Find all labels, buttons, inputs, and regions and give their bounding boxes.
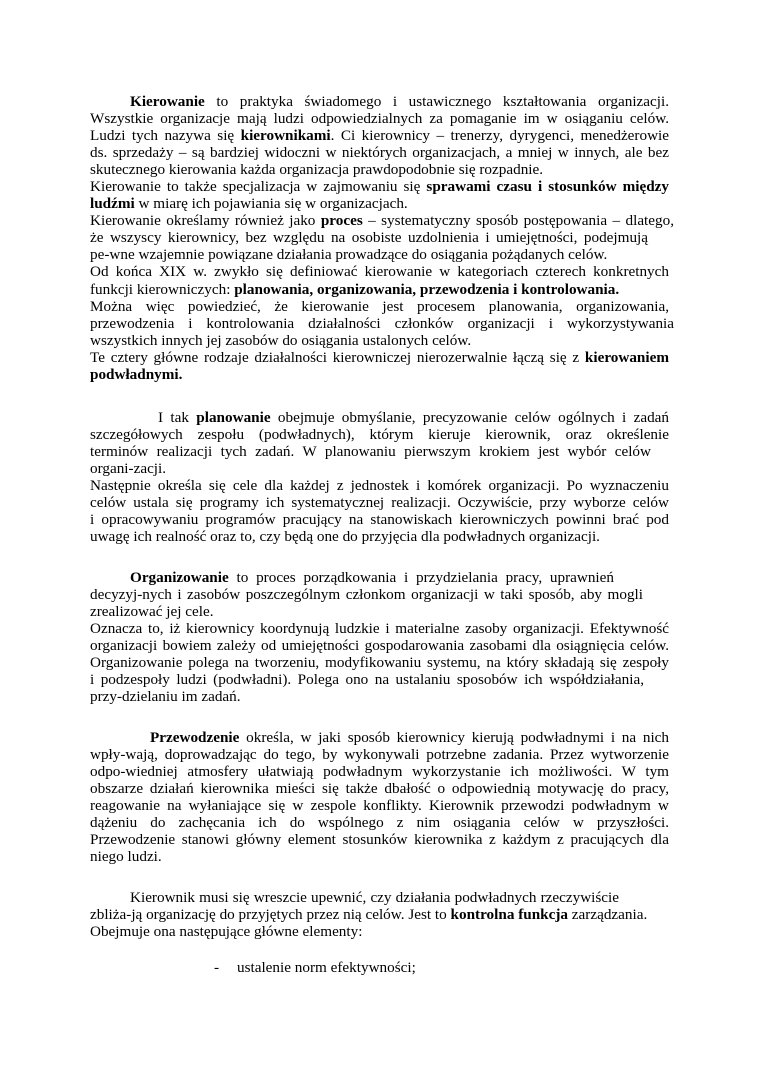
- text-run: Kierowanie określamy również jako: [90, 212, 321, 229]
- text-run: celów ustala się programy ich systematycznej realizacji. Oczywiście, przy wyborze celów: [90, 494, 669, 511]
- text-line: [130, 569, 614, 586]
- text-line: [90, 246, 607, 263]
- bold-run: planowanie: [196, 409, 271, 426]
- text-line: [130, 93, 669, 110]
- text-run: że wszyscy kierownicy, bez względu na osobiste uzdolnienia i umiejętności, podejmują: [90, 229, 648, 246]
- text-line: [90, 763, 669, 780]
- text-run: zbliża-ją organizację do przyjętych przez nią celów. Jest to: [90, 906, 451, 923]
- text-line: [90, 144, 669, 161]
- text-line: [90, 349, 669, 366]
- text-line: [90, 178, 669, 195]
- text-run: I tak: [158, 409, 197, 426]
- text-run: skutecznego kierowania każda organizacja prawdopodobnie się rozpadnie.: [90, 161, 544, 178]
- text-run: Oznacza to, iż kierownicy koordynują ludzkie i materialne zasoby organizacji. Efektywność: [90, 620, 669, 637]
- text-run: pe-wne wzajemnie powiązane działania prowadzące do osiągania pożądanych celów.: [90, 246, 608, 263]
- text-run: to praktyka świadomego i ustawicznego kształtowania organizacji.: [204, 93, 669, 110]
- text-line: [90, 229, 648, 246]
- text-run: Przewodzenie stanowi główny element stosunków kierownika z każdym z pracujących dla: [90, 831, 669, 848]
- text-run: Można więc powiedzieć, że kierowanie jest procesem planowania, organizowania,: [90, 298, 669, 315]
- text-run: przewodzenia i kontrolowania działalności członków organizacji i wykorzystywania: [90, 315, 674, 332]
- text-line: [90, 195, 408, 212]
- text-line: [90, 298, 669, 315]
- text-run: Te cztery główne rodzaje działalności kierowniczej nierozerwalnie łączą się z: [90, 349, 585, 366]
- text-line: [90, 212, 674, 229]
- text-line: [90, 746, 669, 763]
- text-line: [90, 281, 619, 298]
- list-dash: -: [214, 959, 220, 976]
- text-run: i podzespoły ludzi (podwładni). Polega ono na ustalaniu sposobów ich współdziałania,: [90, 671, 644, 688]
- text-run: Obejmuje ona następujące główne elementy:: [90, 923, 363, 940]
- text-run: decyzyj-nych i zasobów poszczególnym członkom organizacji w taki sposób, aby mogli: [90, 586, 643, 603]
- bold-run: kierowaniem: [584, 349, 669, 366]
- text-run: organizacji bowiem zależy od umiejętności gospodarowania zasobami dla osiągnięcia celów.: [90, 637, 669, 654]
- text-run: funkcji kierowniczych:: [90, 281, 235, 298]
- text-run: reagowanie na wyłaniające się w zespole konflikty. Kierownik przewodzi podwładnym w: [90, 797, 669, 814]
- bold-run: Organizowanie: [130, 569, 229, 586]
- text-run: – systematyczny sposób postępowania – dlatego,: [362, 212, 675, 229]
- text-run: Wszystkie organizacje mają ludzi odpowiedzialnych za pomaganie im w osiąganiu celów.: [90, 110, 669, 127]
- text-run: uwagę ich realność oraz to, czy będą one do przyjęcia dla podwładnych organizacji.: [90, 528, 600, 545]
- bold-run: proces: [320, 212, 363, 229]
- text-run: Ludzi tych nazywa się: [90, 127, 241, 144]
- text-run: odpo-wiedniej atmosfery ułatwiają podwładnym wykorzystanie ich możliwości. W tym: [90, 763, 669, 780]
- text-line: [90, 620, 669, 637]
- text-run: ds. sprzedaży – są bardziej widoczni w niektórych organizacjach, a mniej w innych, ale bez: [90, 144, 669, 161]
- text-run: . Ci kierownicy – trenerzy, dyrygenci, menedżerowie: [330, 127, 670, 144]
- text-line: [90, 443, 651, 460]
- bold-run: ludźmi: [90, 195, 135, 212]
- text-line: [90, 460, 166, 477]
- text-run: to proces porządkowania i przydzielania pracy, uprawnień: [228, 569, 614, 586]
- text-run: organi-zacji.: [90, 460, 167, 477]
- bold-run: podwładnymi.: [90, 366, 183, 383]
- text-run: Kierownik musi się wreszcie upewnić, czy działania podwładnych rzeczywiście: [130, 889, 619, 906]
- text-line: [90, 127, 669, 144]
- text-line: [90, 263, 669, 280]
- text-run: i opracowywaniu programów pracujący na stanowiskach kierowniczych powinni brać pod: [90, 511, 669, 528]
- text-line: [90, 654, 669, 671]
- text-line: [90, 110, 669, 127]
- text-line: [90, 814, 669, 831]
- text-line: [90, 637, 669, 654]
- text-line: [90, 688, 241, 705]
- bold-run: kontrolna funkcja: [450, 906, 568, 923]
- text-line: [90, 366, 182, 383]
- text-run: dążeniu do zachęcania ich do wspólnego z nim osiągania celów w przyszłości.: [90, 814, 669, 831]
- text-run: Następnie określa się cele dla każdej z jednostek i komórek organizacji. Po wyznaczeniu: [90, 477, 669, 494]
- list-item-text: ustalenie norm efektywności;: [237, 959, 416, 976]
- bold-run: Przewodzenie: [150, 729, 240, 746]
- text-line: [90, 797, 669, 814]
- text-line: [90, 511, 669, 528]
- text-run: wszystkich innych jej zasobów do osiągania ustalonych celów.: [90, 332, 472, 349]
- text-line: [90, 586, 643, 603]
- text-run: zarządzania.: [568, 906, 648, 923]
- text-line: [90, 315, 674, 332]
- text-run: obejmuje obmyślanie, precyzowanie celów ogólnych i zadań: [270, 409, 669, 426]
- text-line: [90, 494, 669, 511]
- text-line: [150, 729, 669, 746]
- bold-run: planowania, organizowania, przewodzenia i kontrolowania.: [234, 281, 620, 298]
- text-line: [90, 923, 362, 940]
- text-run: Organizowanie polega na tworzeniu, modyfikowaniu systemu, na który składają się zespoły: [90, 654, 669, 671]
- text-line: [90, 161, 543, 178]
- text-run: Kierowanie to także specjalizacja w zajmowaniu się: [90, 178, 427, 195]
- text-line: [90, 528, 600, 545]
- text-run: niego ludzi.: [90, 848, 162, 865]
- text-run: wpły-wają, doprowadzając do tego, by wykonywali potrzebne zadania. Przez wytworzenie: [90, 746, 669, 763]
- text-run: szczegółowych zespołu (podwładnych), którym kieruje kierownik, oraz określenie: [90, 426, 669, 443]
- text-line: [90, 906, 647, 923]
- text-run: terminów realizacji tych zadań. W planowaniu pierwszym krokiem jest wybór celów: [90, 443, 651, 460]
- text-line: [90, 848, 162, 865]
- text-line: [90, 831, 669, 848]
- text-line: [90, 671, 644, 688]
- text-line: [90, 426, 669, 443]
- text-line: [158, 409, 669, 426]
- text-line: [90, 780, 669, 797]
- text-run: Od końca XIX w. zwykło się definiować kierowanie w kategoriach czterech konkretnych: [90, 263, 669, 280]
- text-run: przy-dzielaniu im zadań.: [90, 688, 241, 705]
- text-line: [90, 332, 471, 349]
- bold-run: kierownikami: [240, 127, 331, 144]
- text-line: [130, 889, 619, 906]
- bold-run: sprawami czasu i stosunków między: [426, 178, 669, 195]
- text-line: [90, 477, 669, 494]
- text-run: w miarę ich pojawiania się w organizacjach.: [134, 195, 408, 212]
- bold-run: Kierowanie: [130, 93, 205, 110]
- text-run: obszarze działań kierownika mieści się także dbałość o odpowiednią motywację do pracy,: [90, 780, 669, 797]
- text-run: zrealizować jej cele.: [90, 603, 214, 620]
- text-run: określa, w jaki sposób kierownicy kierują podwładnymi i na nich: [239, 729, 669, 746]
- text-line: [90, 603, 214, 620]
